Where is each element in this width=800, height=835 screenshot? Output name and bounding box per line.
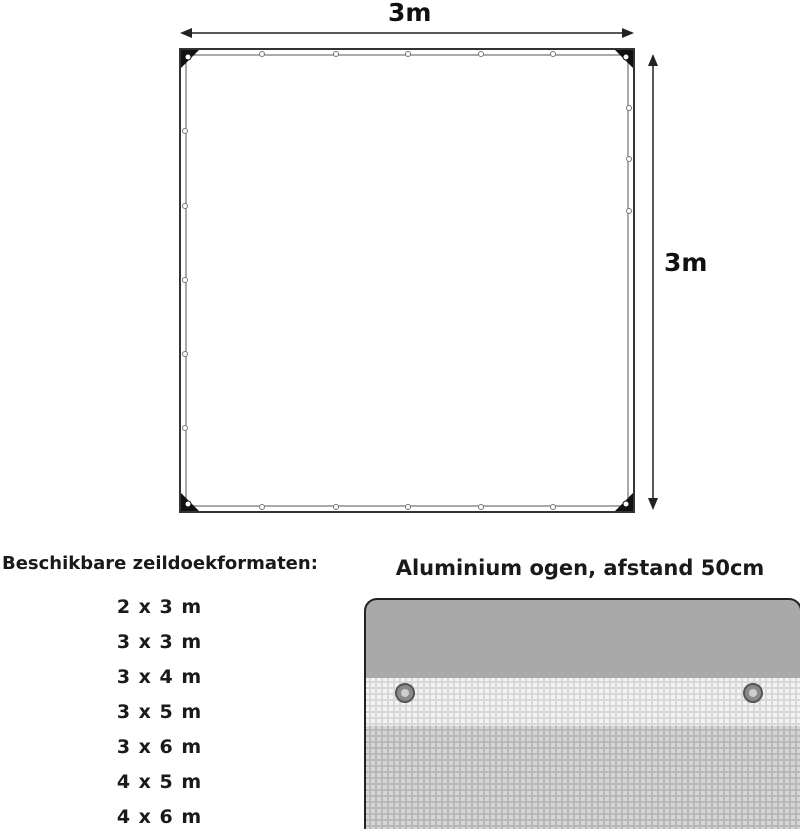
tarp-outline bbox=[180, 49, 634, 512]
size-item: 3 x 6 m bbox=[116, 736, 203, 758]
eyelet-icon bbox=[744, 684, 762, 702]
sizes-list bbox=[92, 590, 227, 835]
height-arrow bbox=[648, 54, 658, 510]
tarp-diagram bbox=[160, 20, 660, 525]
eyelet-icon bbox=[396, 684, 414, 702]
eyelet-detail-image bbox=[364, 598, 800, 829]
height-label: 3m bbox=[664, 248, 708, 277]
size-item: 3 x 5 m bbox=[116, 701, 203, 723]
width-arrow bbox=[180, 28, 634, 38]
size-item: 4 x 5 m bbox=[116, 771, 203, 793]
eyelet-title: Aluminium ogen, afstand 50cm bbox=[395, 556, 765, 580]
size-item: 3 x 4 m bbox=[116, 666, 203, 688]
size-item: 2 x 3 m bbox=[116, 596, 203, 618]
width-label: 3m bbox=[388, 0, 432, 27]
size-item: 3 x 3 m bbox=[116, 631, 203, 653]
size-item: 4 x 6 m bbox=[116, 806, 203, 828]
sizes-title: Beschikbare zeildoekformaten: bbox=[2, 553, 318, 574]
